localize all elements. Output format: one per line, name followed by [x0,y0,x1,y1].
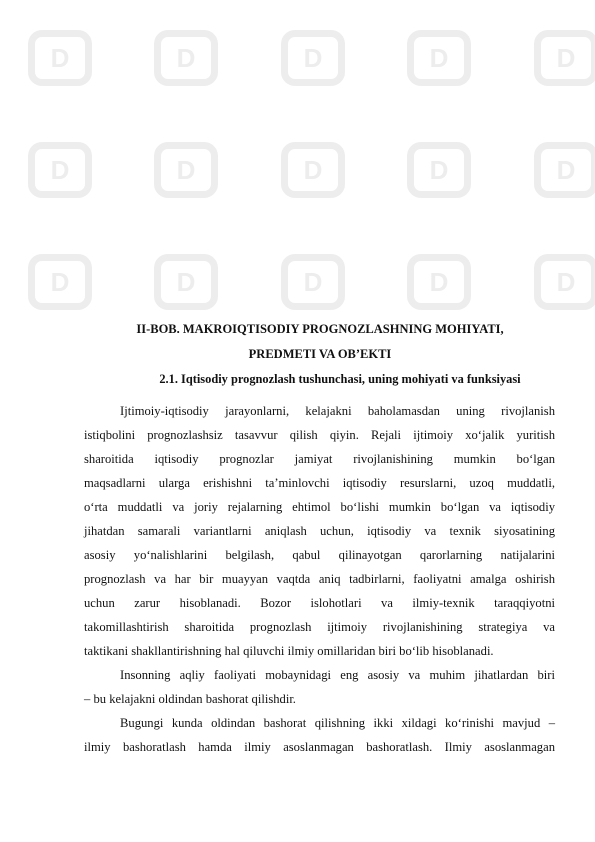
paragraph-line: taktikani shakllantirishning hal qiluvchi ilmiy omillaridan biri bo‘lib hisoblanadi. [84,644,494,658]
watermark-logo: D [28,30,92,86]
watermark-logo: D [534,142,595,198]
section-title: 2.1. Iqtisodiy prognozlash tushunchasi, uning mohiyati va funksiyasi [159,372,521,386]
watermark-logo: D [281,142,345,198]
paragraph-line: – bu kelajakni oldindan bashorat qilishdir. [84,692,296,706]
watermark-logo: D [281,254,345,310]
paragraph-line: Insonning aqliy faoliyati mobaynidagi eng asosiy va muhim jihatlardan biri [120,668,555,682]
watermark-logo: D [281,30,345,86]
watermark-logo: D [534,30,595,86]
paragraph-line: maqsadlarni ularga erishishni ta’minlovchi iqtisodiy resurslarni, uzoq muddatli, [84,476,555,490]
paragraph-line: uchun zarur hisoblanadi. Bozor islohotlari va ilmiy-texnik taraqqiyotni [84,596,555,610]
watermark-logo: D [28,254,92,310]
paragraph-line: jihatdan samarali variantlarni aniqlash uchun, iqtisodiy va texnik siyosatining [84,524,555,538]
watermark-logo: D [28,142,92,198]
watermark-logo: D [154,142,218,198]
watermark-logo: D [407,142,471,198]
watermark-logo: D [407,30,471,86]
watermark-logo: D [407,254,471,310]
paragraph-line: istiqbolini prognozlashsiz tasavvur qilish qiyin. Rejali ijtimoiy xo‘jalik yuritish [84,428,555,442]
paragraph-line: ilmiy bashoratlash hamda ilmiy asoslanmagan bashoratlash. Ilmiy asoslanmagan [84,740,555,754]
paragraph-line: prognozlash va har bir muayyan vaqtda aniq tadbirlarni, faoliyatni amalga oshirish [84,572,555,586]
paragraph-line: Bugungi kunda oldindan bashorat qilishning ikki xildagi ko‘rinishi mavjud – [120,716,555,730]
paragraph-line: asosiy yo‘nalishlarini belgilash, qabul qilinayotgan qarorlarning natijalarini [84,548,555,562]
watermark-logo: D [534,254,595,310]
paragraph-line: o‘rta muddatli va joriy rejalarning ehtimol bo‘lishi mumkin bo‘lgan va iqtisodiy [84,500,555,514]
chapter-title-line-1: II-BOB. MAKROIQTISODIY PROGNOZLASHNING MOHIYATI, [136,322,504,336]
paragraph-line: sharoitida iqtisodiy prognozlar jamiyat rivojlanishining mumkin bo‘lgan [84,452,555,466]
paragraph-line: takomillashtirish sharoitida prognozlash ijtimoiy rivojlanishining strategiya va [84,620,555,634]
paragraph-line: Ijtimoiy-iqtisodiy jarayonlarni, kelajakni baholamasdan uning rivojlanish [120,404,555,418]
watermark-logo: D [154,254,218,310]
chapter-title-line-2: PREDMETI VA OB’EKTI [248,347,392,361]
watermark-logo: D [154,30,218,86]
